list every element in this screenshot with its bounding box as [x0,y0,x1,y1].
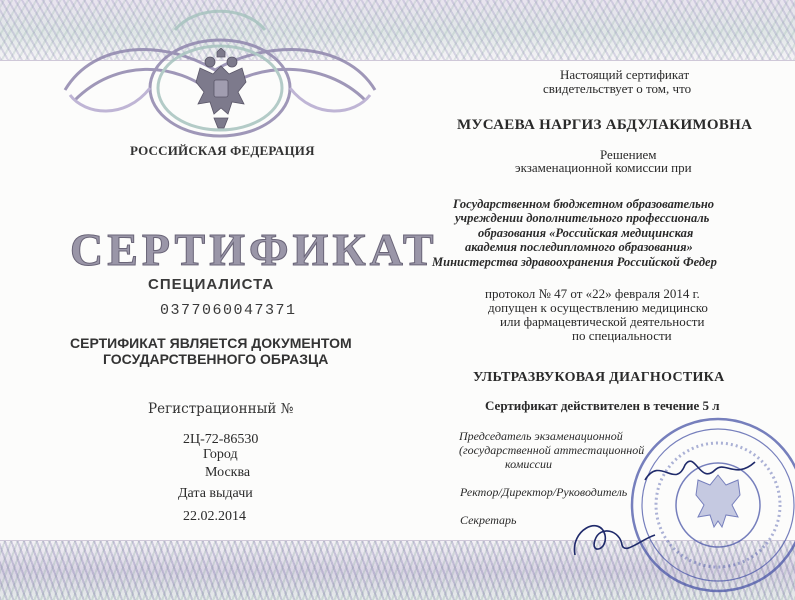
registration-number: 2Ц-72-86530 [183,432,259,447]
specialty-name: УЛЬТРАЗВУКОВАЯ ДИАГНОСТИКА [473,370,725,385]
decision-line-1: Решением [600,147,657,162]
protocol-line-1: протокол № 47 от «22» февраля 2014 г. [485,286,700,301]
issue-date-value: 22.02.2014 [183,509,246,524]
city-label: Город [203,447,238,462]
chair-line-1: Председатель экзаменационной [459,429,623,443]
city-value: Москва [205,465,251,480]
organization-line-1: Государственном бюджетном образовательно [453,197,715,211]
country-name: РОССИЙСКАЯ ФЕДЕРАЦИЯ [130,143,315,158]
certificate-title: СЕРТИФИКАТ [70,224,438,275]
secretary-line: Секретарь [460,513,517,527]
organization-line-4: академия последипломного образования» [465,240,693,254]
issue-date-label: Дата выдачи [178,486,253,501]
certifies-line-1: Настоящий сертификат [560,67,690,82]
organization-line-2: учреждении дополнительного профессиональ [455,211,710,225]
registration-label: Регистрационный № [148,401,294,417]
protocol-line-4: по специальности [572,328,672,343]
coat-of-arms-icon [184,48,258,134]
chair-line-2: (государственной аттестационной [459,443,645,457]
certificate-subtitle: СПЕЦИАЛИСТА [148,276,275,293]
protocol-line-3: или фармацевтической деятельности [500,314,705,329]
organization-line-5: Министерства здравоохранения Российской Федер [432,255,717,269]
document-status-line-1: СЕРТИФИКАТ ЯВЛЯЕТСЯ ДОКУМЕНТОМ [70,335,352,351]
holder-name: МУСАЕВА НАРГИЗ АБДУЛАКИМОВНА [457,117,753,133]
certifies-line-2: свидетельствует о том, что [543,81,692,96]
validity-statement: Сертификат действителен в течение 5 л [485,398,720,413]
chair-signature [640,450,760,495]
decision-line-2: экзаменационной комиссии при [515,160,692,175]
organization-line-3: образования «Российская медицинская [478,226,694,240]
chair-line-3: комиссии [505,457,553,471]
secretary-signature [560,500,660,570]
rector-line: Ректор/Директор/Руководитель [460,485,628,499]
protocol-line-2: допущен к осуществлению медицинско [488,300,708,315]
document-status-line-2: ГОСУДАРСТВЕННОГО ОБРАЗЦА [103,351,329,367]
certificate-number: 0377060047371 [160,302,297,319]
